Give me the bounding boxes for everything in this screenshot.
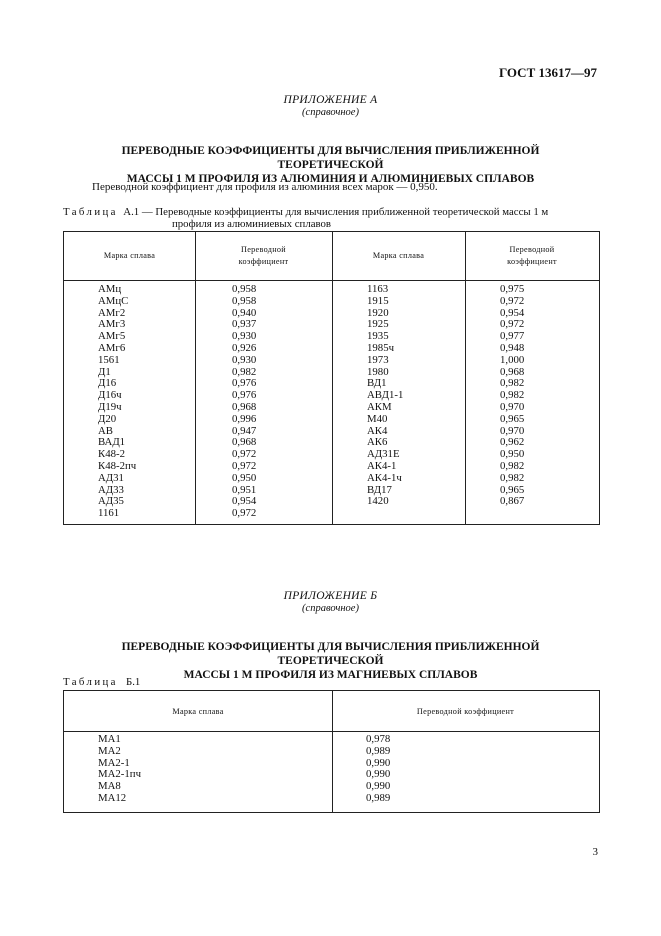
table-cell-grade: 1163 bbox=[367, 283, 389, 295]
table-cell-grade: АМц bbox=[98, 283, 122, 295]
table-cell-grade: АК4-1 bbox=[367, 459, 397, 472]
table-b1-label: Таблица bbox=[63, 676, 118, 688]
table-cell-grade: МА8 bbox=[98, 780, 121, 793]
table-a1-caption-line2: профиля из алюминиевых сплавов bbox=[172, 218, 332, 230]
table-b1-grades bbox=[98, 734, 141, 805]
table-cell-coef: 0,976 bbox=[232, 389, 257, 402]
table-a1-header-coef-left-line1: Переводной bbox=[241, 245, 286, 254]
table-cell-coef: 0,990 bbox=[366, 768, 391, 781]
table-cell-grade: Д16 bbox=[98, 377, 117, 390]
table-cell-coef: 0,937 bbox=[232, 318, 257, 331]
table-cell-coef: 0,975 bbox=[500, 283, 525, 295]
table-cell-grade: АД31 bbox=[98, 471, 124, 484]
table-cell-coef: 0,972 bbox=[232, 448, 257, 461]
table-cell-grade: ВД17 bbox=[367, 483, 392, 496]
table-cell-coef: 0,968 bbox=[232, 400, 257, 413]
appendix-a-title: ПРИЛОЖЕНИЕ А bbox=[283, 94, 378, 106]
table-a1-caption-line1: А.1 — Переводные коэффициенты для вычисления приближенной теоретической массы 1 м bbox=[123, 206, 549, 218]
table-b1-caption bbox=[63, 677, 140, 688]
table-b1-number: Б.1 bbox=[126, 676, 141, 688]
table-cell-grade: 1920 bbox=[367, 306, 389, 319]
table-cell-coef: 0,965 bbox=[500, 412, 525, 425]
table-cell-grade: 1915 bbox=[367, 294, 389, 307]
table-cell-coef: 0,950 bbox=[500, 448, 525, 461]
table-a1-header-coef-right-line1: Переводной bbox=[509, 245, 555, 254]
table-cell-grade: АМцС bbox=[98, 294, 129, 307]
table-cell-coef: 0,947 bbox=[232, 424, 257, 437]
table-cell-grade: АД35 bbox=[98, 495, 124, 508]
table-cell-grade: МА2-1 bbox=[98, 756, 130, 769]
appendix-a-paragraph: Переводной коэффициент для профиля из алюминия всех марок — 0,950. bbox=[92, 181, 438, 193]
table-cell-coef: 0,982 bbox=[232, 365, 257, 378]
table-cell-coef: 0,954 bbox=[232, 495, 257, 508]
table-cell-grade: МА1 bbox=[98, 733, 121, 745]
standard-number: ГОСТ 13617—97 bbox=[498, 65, 597, 80]
table-cell-coef: 0,958 bbox=[232, 294, 257, 307]
table-cell-grade: 1925 bbox=[367, 318, 389, 331]
table-cell-coef: 0,950 bbox=[232, 471, 257, 484]
table-a1-left-grades bbox=[98, 284, 136, 520]
table-cell-grade: АД33 bbox=[98, 483, 124, 496]
table-cell-grade: Д19ч bbox=[98, 400, 122, 413]
table-cell-coef: 0,954 bbox=[500, 306, 525, 319]
table-cell-grade: М40 bbox=[367, 412, 388, 425]
table-cell-coef: 0,976 bbox=[232, 377, 257, 390]
table-cell-coef: 0,965 bbox=[500, 483, 525, 496]
table-cell-coef: 0,996 bbox=[232, 412, 257, 425]
table-cell-coef: 0,990 bbox=[366, 780, 391, 793]
table-a1-right-grades bbox=[367, 284, 403, 508]
table-cell-grade: МА2-1пч bbox=[98, 768, 141, 781]
table-cell-grade: АМг2 bbox=[98, 306, 126, 319]
table-b1-coefs bbox=[366, 734, 390, 805]
table-cell-coef: 0,970 bbox=[500, 424, 525, 437]
table-a1-divider bbox=[195, 232, 196, 524]
table-a1-header-coef-right bbox=[465, 244, 599, 268]
table-b1 bbox=[63, 690, 600, 813]
table-cell-coef: 1,000 bbox=[500, 353, 525, 366]
appendix-a-heading bbox=[70, 144, 591, 186]
table-cell-grade: МА2 bbox=[98, 744, 121, 757]
table-cell-coef: 0,978 bbox=[366, 733, 391, 745]
appendix-b-heading-line1: ПЕРЕВОДНЫЕ КОЭФФИЦИЕНТЫ ДЛЯ ВЫЧИСЛЕНИЯ ПРИБЛИЖЕННОЙ ТЕОРЕТИЧЕСКОЙ bbox=[121, 641, 540, 667]
table-cell-coef: 0,989 bbox=[366, 744, 391, 757]
table-cell-coef: 0,982 bbox=[500, 377, 525, 390]
appendix-a-subtitle: (справочное) bbox=[302, 107, 359, 118]
table-cell-grade: Д1 bbox=[98, 365, 111, 378]
table-a1-header-coef-left-line2: коэффициент bbox=[238, 257, 289, 266]
table-a1-header-coef-left bbox=[195, 244, 332, 268]
table-cell-grade: АМг3 bbox=[98, 318, 126, 331]
table-a1 bbox=[63, 231, 600, 525]
table-cell-grade: 1980 bbox=[367, 365, 389, 378]
table-cell-grade: Д16ч bbox=[98, 389, 122, 402]
table-cell-coef: 0,968 bbox=[232, 436, 257, 449]
table-cell-coef: 0,926 bbox=[232, 341, 257, 354]
appendix-a-heading-line2: МАССЫ 1 М ПРОФИЛЯ ИЗ АЛЮМИНИЯ И АЛЮМИНИЕВЫХ СПЛАВОВ bbox=[126, 173, 535, 185]
table-a1-label: Таблица bbox=[63, 206, 118, 218]
table-cell-coef: 0,968 bbox=[500, 365, 525, 378]
appendix-b-subtitle: (справочное) bbox=[302, 603, 359, 614]
table-cell-coef: 0,948 bbox=[500, 341, 525, 354]
table-cell-coef: 0,982 bbox=[500, 389, 525, 402]
table-cell-grade: 1420 bbox=[367, 495, 389, 508]
table-cell-coef: 0,982 bbox=[500, 471, 525, 484]
table-cell-coef: 0,982 bbox=[500, 459, 525, 472]
table-cell-grade: 1935 bbox=[367, 330, 389, 343]
table-cell-grade: АМг6 bbox=[98, 341, 126, 354]
table-cell-coef: 0,958 bbox=[232, 283, 257, 295]
table-cell-coef: 0,867 bbox=[500, 495, 525, 508]
table-cell-grade: К48-2пч bbox=[98, 459, 137, 472]
table-b1-header-coef: Переводной коэффициент bbox=[416, 707, 515, 716]
table-cell-grade: 1161 bbox=[98, 507, 120, 520]
table-cell-grade: АД31Е bbox=[367, 448, 400, 461]
table-cell-grade: 1973 bbox=[367, 353, 389, 366]
appendix-b-heading bbox=[70, 640, 591, 682]
table-cell-coef: 0,989 bbox=[366, 791, 391, 804]
table-a1-caption bbox=[63, 207, 548, 218]
table-cell-coef: 0,970 bbox=[500, 400, 525, 413]
page-number: 3 bbox=[592, 846, 598, 858]
table-cell-coef: 0,972 bbox=[232, 507, 257, 520]
table-cell-coef: 0,972 bbox=[500, 294, 525, 307]
table-cell-coef: 0,930 bbox=[232, 330, 257, 343]
table-a1-left-coefs bbox=[232, 284, 256, 520]
table-a1-divider bbox=[465, 232, 466, 524]
table-cell-coef: 0,977 bbox=[500, 330, 525, 343]
table-b1-header-grade: Марка сплава bbox=[172, 707, 224, 716]
table-cell-coef: 0,940 bbox=[232, 306, 257, 319]
table-a1-divider bbox=[332, 232, 333, 524]
table-a1-right-coefs bbox=[500, 284, 524, 508]
table-a1-header-grade-right: Марка сплава bbox=[372, 251, 425, 260]
table-cell-coef: 0,972 bbox=[232, 459, 257, 472]
table-cell-grade: ВД1 bbox=[367, 377, 387, 390]
table-a1-header-rule bbox=[64, 280, 599, 281]
table-cell-grade: К48-2 bbox=[98, 448, 125, 461]
table-cell-grade: Д20 bbox=[98, 412, 117, 425]
table-cell-coef: 0,930 bbox=[232, 353, 257, 366]
table-a1-header-grade-left: Марка сплава bbox=[103, 251, 156, 260]
table-cell-coef: 0,962 bbox=[500, 436, 525, 449]
appendix-b-heading-line2: МАССЫ 1 М ПРОФИЛЯ ИЗ МАГНИЕВЫХ СПЛАВОВ bbox=[183, 669, 478, 681]
table-cell-coef: 0,951 bbox=[232, 483, 257, 496]
table-cell-grade: АК6 bbox=[367, 436, 388, 449]
table-cell-grade: ВАД1 bbox=[98, 436, 126, 449]
table-a1-header-coef-right-line2: коэффициент bbox=[507, 257, 557, 266]
table-cell-grade: МА12 bbox=[98, 791, 127, 804]
table-cell-grade: 1985ч bbox=[367, 341, 395, 354]
appendix-b-title: ПРИЛОЖЕНИЕ Б bbox=[283, 590, 378, 602]
table-cell-coef: 0,972 bbox=[500, 318, 525, 331]
table-b1-header-rule bbox=[64, 731, 599, 732]
appendix-a-heading-line1: ПЕРЕВОДНЫЕ КОЭФФИЦИЕНТЫ ДЛЯ ВЫЧИСЛЕНИЯ ПРИБЛИЖЕННОЙ ТЕОРЕТИЧЕСКОЙ bbox=[121, 145, 540, 171]
table-cell-grade: АК4 bbox=[367, 424, 388, 437]
table-cell-grade: АМг5 bbox=[98, 330, 126, 343]
table-cell-grade: 1561 bbox=[98, 353, 120, 366]
table-cell-grade: АКМ bbox=[367, 400, 392, 413]
table-cell-grade: АВ bbox=[98, 424, 113, 437]
table-cell-grade: АВД1-1 bbox=[367, 389, 404, 402]
table-cell-grade: АК4-1ч bbox=[367, 471, 402, 484]
table-cell-coef: 0,990 bbox=[366, 756, 391, 769]
